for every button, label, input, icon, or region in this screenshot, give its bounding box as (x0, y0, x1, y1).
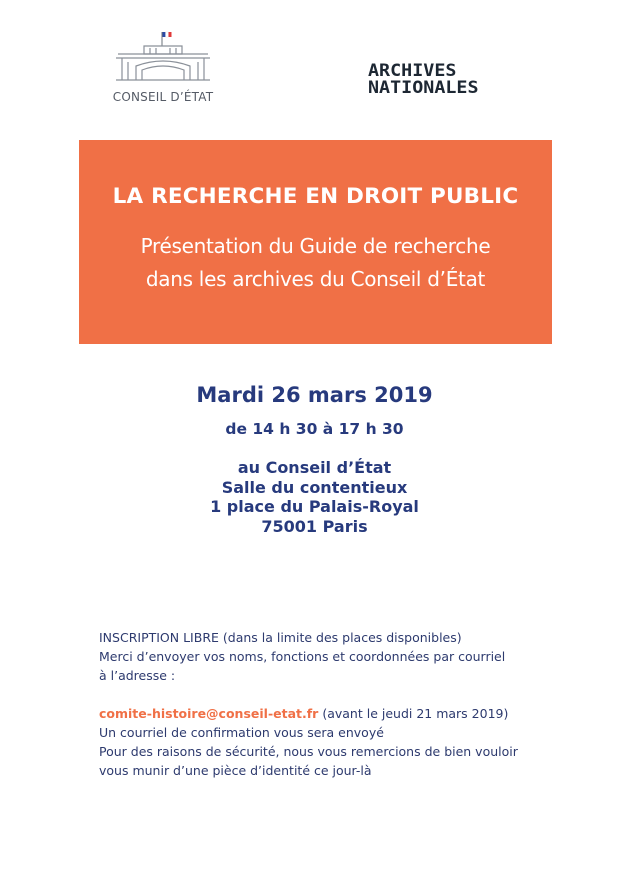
venue-line: 1 place du Palais-Royal (210, 497, 419, 516)
banner-subtitle-line2: dans les archives du Conseil d’État (145, 267, 486, 291)
event-time: de 14 h 30 à 17 h 30 (225, 420, 404, 438)
registration-line: INSCRIPTION LIBRE (dans la limite des places disponibles) (99, 630, 462, 645)
venue-line: au Conseil d’État (237, 458, 392, 477)
banner-title: LA RECHERCHE EN DROIT PUBLIC (112, 184, 519, 209)
registration-line: vous munir d’une pièce d’identité ce jour-là (99, 763, 372, 778)
registration-line: Merci d’envoyer vos noms, fonctions et coordonnées par courriel (99, 649, 506, 664)
registration-email-line (99, 704, 559, 723)
palais-royal-icon (114, 28, 212, 88)
archives-nationales-logo (368, 63, 552, 97)
venue-line: 75001 Paris (261, 516, 368, 536)
conseil-etat-name: CONSEIL D’ÉTAT (112, 90, 214, 104)
contact-email-link[interactable]: comite-histoire@conseil-etat.fr (99, 706, 319, 721)
spacer (99, 685, 559, 704)
logo-line-archives: ARCHIVES (368, 61, 457, 81)
logo-line-nationales: NATIONALES (368, 78, 479, 98)
event-venue (0, 458, 629, 536)
registration-info (99, 628, 559, 780)
venue-line: Salle du contentieux (221, 477, 408, 497)
registration-line: Pour des raisons de sécurité, nous vous remercions de bien vouloir (99, 744, 518, 759)
registration-line: Un courriel de confirmation vous sera envoyé (99, 725, 384, 740)
registration-line: à l’adresse : (99, 668, 176, 683)
registration-deadline: (avant le jeudi 21 mars 2019) (318, 706, 509, 721)
title-banner (79, 140, 552, 344)
banner-subtitle-line1: Présentation du Guide de recherche (140, 234, 491, 258)
conseil-etat-logo (108, 28, 218, 108)
event-date: Mardi 26 mars 2019 (196, 383, 433, 407)
